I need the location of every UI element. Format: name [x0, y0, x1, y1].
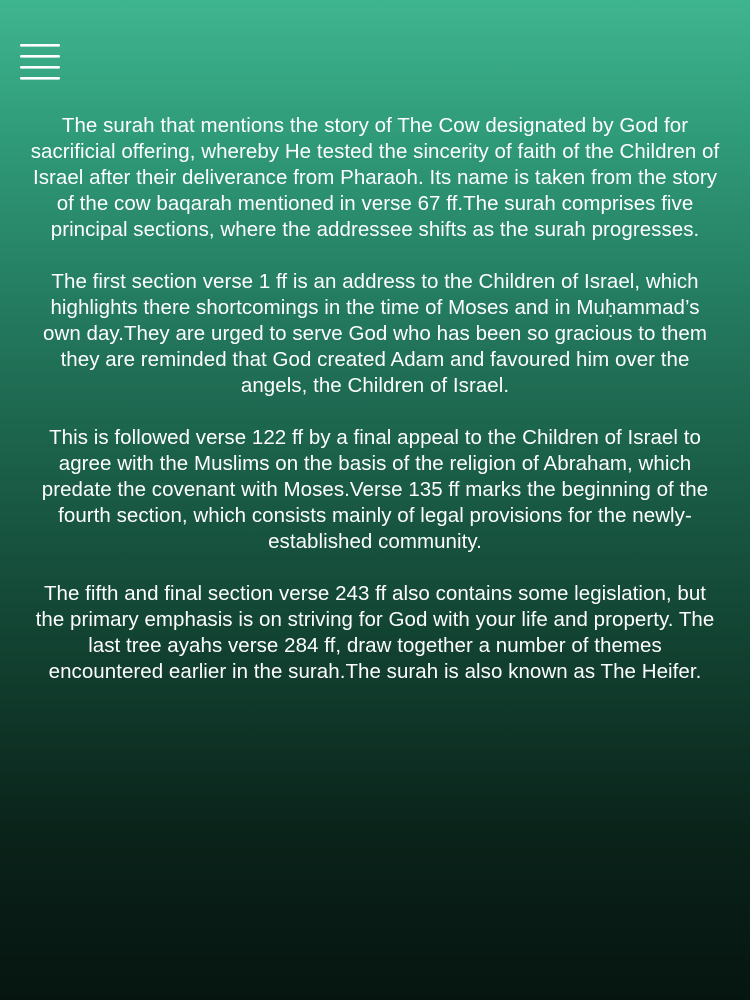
- description-paragraph-1: The surah that mentions the story of The Cow designated by God for sacrificial offering, whereby He tested the sincerity of faith of the Children of Israel after their deliverance from Pharaoh. Its name is taken from the story of the cow baqarah mentioned in verse 67 ff.The surah comprises five principal sections, where the addressee shifts as the surah progresses.: [30, 114, 720, 241]
- description-paragraph-3: This is followed verse 122 ff by a final appeal to the Children of Israel to agree with the Muslims on the basis of the religion of Abraham, which predate the covenant with Moses.Verse 135 ff marks the beginning of the fourth section, which consists mainly of legal provisions for the newly-established community.: [41, 426, 709, 553]
- hamburger-menu-icon: [18, 42, 64, 80]
- description-paragraph-2: The first section verse 1 ff is an address to the Children of Israel, which highlights there shortcomings in the time of Moses and in Muḥammad’s own day.They are urged to serve God who has been so gracious to them they are reminded that God created Adam and favoured him over the angels, the Children of Israel.: [43, 270, 707, 397]
- surah-description: [30, 113, 720, 711]
- menu-button[interactable]: [18, 42, 64, 80]
- description-paragraph-4: The fifth and final section verse 243 ff also contains some legislation, but the primary emphasis is on striving for God with your life and property. The last tree ayahs verse 284 ff, draw together a number of themes encountered earlier in the surah.The surah is also known as The Heifer.: [35, 582, 715, 683]
